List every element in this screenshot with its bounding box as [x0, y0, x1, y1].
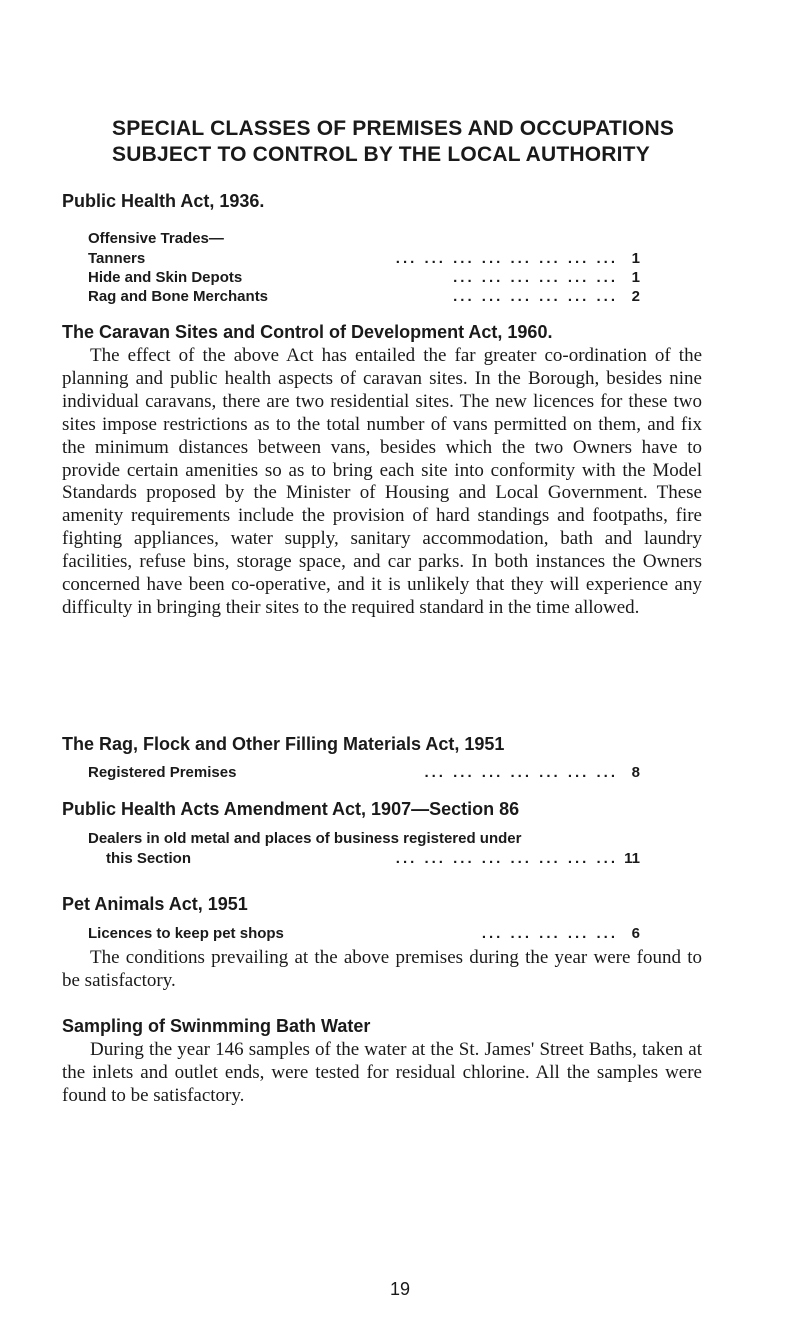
amendment-act-heading: Public Health Acts Amendment Act, 1907—Section 86: [62, 799, 520, 819]
title-line-2: SUBJECT TO CONTROL BY THE LOCAL AUTHORITY: [112, 143, 650, 166]
trade-label: Rag and Bone Merchants: [88, 288, 269, 305]
pet-animals-act-heading: Pet Animals Act, 1951: [62, 894, 248, 914]
trade-row-tanners: [88, 249, 640, 269]
registered-premises-row: [88, 763, 640, 783]
dealers-count: 11: [624, 850, 640, 867]
trade-count: 1: [631, 250, 640, 267]
registered-premises-count: 8: [631, 764, 640, 781]
dealers-line: Dealers in old metal and places of business registered under: [88, 830, 522, 847]
leader-dots: ... ... ... ... ... ... ... ...: [395, 250, 618, 267]
pet-shop-licences-row: [88, 924, 640, 944]
trade-label: Hide and Skin Depots: [88, 269, 243, 286]
trade-count: 2: [631, 288, 640, 305]
swimming-bath-paragraph: During the year 146 samples of the water at the St. James' Street Baths, taken at the inlets and outlet ends, were tested for residual chlorine. All the samples were found to be satisfactory.: [62, 1039, 702, 1106]
page-number: 19: [389, 1279, 411, 1299]
trade-row-hide-skin: [88, 268, 640, 288]
caravan-act-heading: The Caravan Sites and Control of Development Act, 1960.: [62, 322, 553, 342]
dealers-label: this Section: [106, 850, 192, 867]
registered-premises-label: Registered Premises: [88, 764, 237, 781]
pet-animals-paragraph: The conditions prevailing at the above premises during the year were found to be satisfactory.: [62, 947, 702, 991]
leader-dots: ... ... ... ... ... ...: [453, 288, 618, 305]
swimming-bath-heading: Sampling of Swinmming Bath Water: [62, 1016, 371, 1036]
pet-shop-licences-label: Licences to keep pet shops: [88, 925, 284, 942]
rag-flock-act-heading: The Rag, Flock and Other Filling Materials Act, 1951: [62, 734, 505, 754]
dealers-row: [106, 849, 640, 869]
pet-shop-licences-count: 6: [631, 925, 640, 942]
leader-dots: ... ... ... ... ... ...: [453, 269, 618, 286]
trade-row-rag-bone: [88, 287, 640, 307]
caravan-paragraph: The effect of the above Act has entailed the far greater co-ordination of the planning and public health aspects of caravan sites. In the Borough, besides nine individual caravans, there are two residential sites. The new licences for these two sites impose restrictions as to the total number of vans permitted on them, and fix the minimum distances between vans, besides which the two Owners have to provide certain amenities so as to bring each site into conformity with the Model Standards proposed by the Minister of Housing and Local Government. These amenity requirements include the provision of hard standings and footpaths, fire fighting appliances, water supply, sanitary accommodation, bath and laundry facilities, refuse bins, storage space, and car parks. In both instances the Owners concerned have been co-operative, and it is unlikely that they will experience any difficulty in bringing their sites to the required standard in the time allowed.: [62, 345, 702, 618]
trade-count: 1: [631, 269, 640, 286]
public-health-1936-heading: Public Health Act, 1936.: [62, 191, 265, 211]
page-title: [112, 116, 732, 168]
leader-dots: ... ... ... ... ...: [481, 925, 618, 942]
leader-dots: ... ... ... ... ... ... ...: [424, 764, 618, 781]
leader-dots: ... ... ... ... ... ... ... ...: [395, 850, 618, 867]
trade-label: Tanners: [88, 250, 146, 267]
offensive-trades-subheading: Offensive Trades—: [88, 230, 224, 247]
title-line-1: SPECIAL CLASSES OF PREMISES AND OCCUPATIONS: [112, 117, 675, 140]
